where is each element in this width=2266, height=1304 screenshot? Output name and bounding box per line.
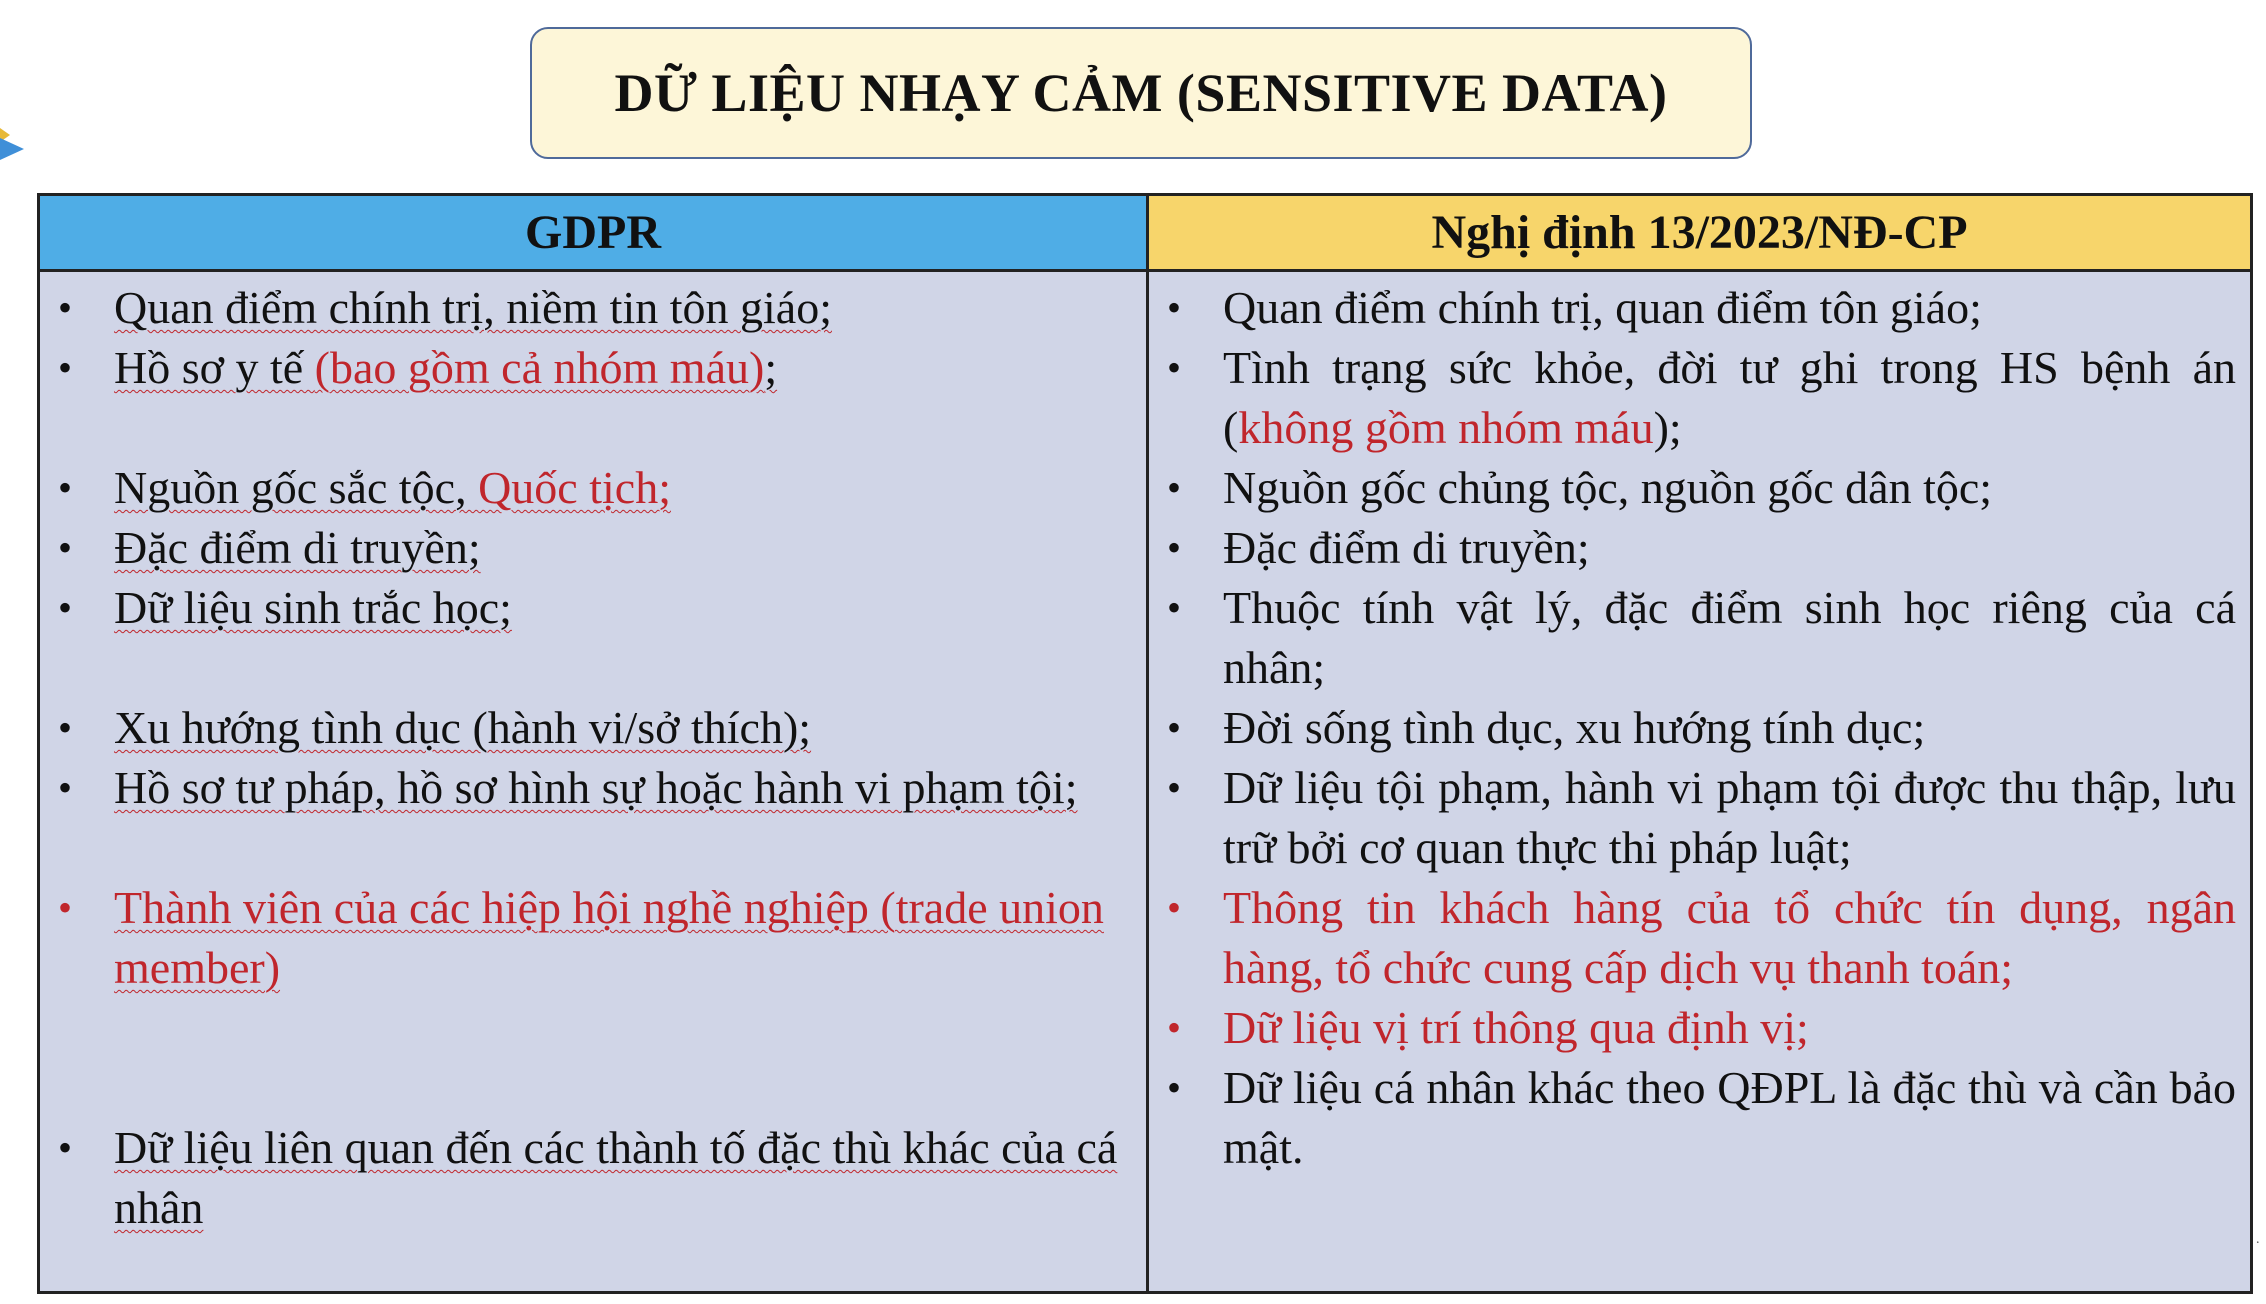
gdpr-column bbox=[40, 196, 1149, 1291]
item-text-segment: Đặc điểm di truyền; bbox=[1223, 522, 1590, 573]
bullet-icon: • bbox=[58, 525, 73, 570]
bullet-icon: • bbox=[1167, 585, 1182, 630]
highlight-text: Thành viên của các hiệp hội nghề nghiệp (trade union member) bbox=[114, 882, 1104, 993]
bullet-icon: • bbox=[58, 1125, 73, 1170]
bullet-icon: • bbox=[58, 705, 73, 750]
list-item-text bbox=[1223, 1058, 2236, 1178]
bullet-icon: • bbox=[1167, 885, 1182, 930]
highlight-text: Dữ liệu vị trí thông qua định vị; bbox=[1223, 1002, 1809, 1053]
decree-header: Nghị định 13/2023/NĐ-CP bbox=[1149, 196, 2250, 272]
list-item-text bbox=[114, 758, 1132, 818]
item-text-segment: Hồ sơ tư pháp, hồ sơ hình sự hoặc hành vi phạm tội; bbox=[114, 762, 1078, 813]
bullet-icon: • bbox=[1167, 1005, 1182, 1050]
list-item-text bbox=[114, 278, 1132, 338]
list-item-text bbox=[114, 878, 1132, 998]
item-text-segment: Dữ liệu tội phạm, hành vi phạm tội được thu thập, lưu trữ bởi cơ quan thực thi pháp luật; bbox=[1223, 762, 2236, 873]
item-text-segment: Quan điểm chính trị, quan điểm tôn giáo; bbox=[1223, 282, 1982, 333]
bullet-icon: • bbox=[58, 585, 73, 630]
list-item-text bbox=[114, 458, 1132, 518]
list-item-text bbox=[114, 578, 1132, 638]
list-item-text bbox=[114, 518, 1132, 578]
title-box bbox=[530, 27, 1752, 159]
item-text-segment: Hồ sơ y tế bbox=[114, 342, 315, 393]
item-text-segment: Nguồn gốc sắc tộc, bbox=[114, 462, 479, 513]
bullet-icon: • bbox=[1167, 765, 1182, 810]
highlight-text: Quốc tịch; bbox=[478, 462, 671, 513]
item-text-segment: Tình trạng sức khỏe, đời tư ghi trong HS bệnh án ( bbox=[1223, 342, 2236, 453]
bullet-icon: • bbox=[1167, 705, 1182, 750]
list-item-text bbox=[1223, 878, 2236, 998]
item-text-segment: Dữ liệu cá nhân khác theo QĐPL là đặc thù và cần bảo mật. bbox=[1223, 1062, 2236, 1173]
bullet-icon: • bbox=[58, 285, 73, 330]
list-item-text bbox=[114, 338, 1132, 398]
bullet-icon: • bbox=[58, 465, 73, 510]
page-title: DỮ LIỆU NHẠY CẢM (SENSITIVE DATA) bbox=[614, 63, 1668, 123]
bullet-icon: • bbox=[1167, 465, 1182, 510]
bullet-icon: • bbox=[58, 765, 73, 810]
list-item-text bbox=[1223, 278, 2236, 338]
item-text-segment: Đời sống tình dục, xu hướng tính dục; bbox=[1223, 702, 1926, 753]
list-item-text bbox=[1223, 518, 2236, 578]
item-text-segment: ); bbox=[1653, 402, 1682, 453]
list-item-text bbox=[1223, 998, 2236, 1058]
list-item-text bbox=[1223, 578, 2236, 698]
item-text-segment: Dữ liệu sinh trắc học; bbox=[114, 582, 512, 633]
list-item-text bbox=[114, 1118, 1132, 1238]
bullet-icon: • bbox=[1167, 525, 1182, 570]
bullet-icon: • bbox=[1167, 1065, 1182, 1110]
item-text-segment: Dữ liệu liên quan đến các thành tố đặc thù khác của cá nhân bbox=[114, 1122, 1118, 1233]
bullet-icon: • bbox=[1167, 285, 1182, 330]
decree-column bbox=[1149, 196, 2250, 1291]
item-text-segment: Thuộc tính vật lý, đặc điểm sinh học riêng của cá nhân; bbox=[1223, 582, 2236, 693]
gdpr-header: GDPR bbox=[40, 196, 1146, 272]
list-item-text bbox=[1223, 698, 2236, 758]
list-item-text bbox=[1223, 338, 2236, 458]
bullet-icon: • bbox=[1167, 345, 1182, 390]
list-item-text bbox=[1223, 758, 2236, 878]
item-text-segment: Xu hướng tình dục (hành vi/sở thích); bbox=[114, 702, 812, 753]
item-text-segment: ; bbox=[764, 342, 778, 393]
logo-accent-blue bbox=[0, 138, 24, 160]
item-text-segment: Quan điểm chính trị, niềm tin tôn giáo; bbox=[114, 282, 832, 333]
item-text-segment: Đặc điểm di truyền; bbox=[114, 522, 481, 573]
stray-mark: . bbox=[2256, 1232, 2260, 1247]
highlight-text: không gồm nhóm máu bbox=[1238, 402, 1654, 453]
highlight-text: (bao gồm cả nhóm máu) bbox=[314, 342, 765, 393]
comparison-table bbox=[37, 193, 2253, 1294]
bullet-icon: • bbox=[58, 345, 73, 390]
bullet-icon: • bbox=[58, 885, 73, 930]
list-item-text bbox=[1223, 458, 2236, 518]
highlight-text: Thông tin khách hàng của tổ chức tín dụng, ngân hàng, tổ chức cung cấp dịch vụ thanh toán; bbox=[1223, 882, 2236, 993]
list-item-text bbox=[114, 698, 1132, 758]
item-text-segment: Nguồn gốc chủng tộc, nguồn gốc dân tộc; bbox=[1223, 462, 1993, 513]
